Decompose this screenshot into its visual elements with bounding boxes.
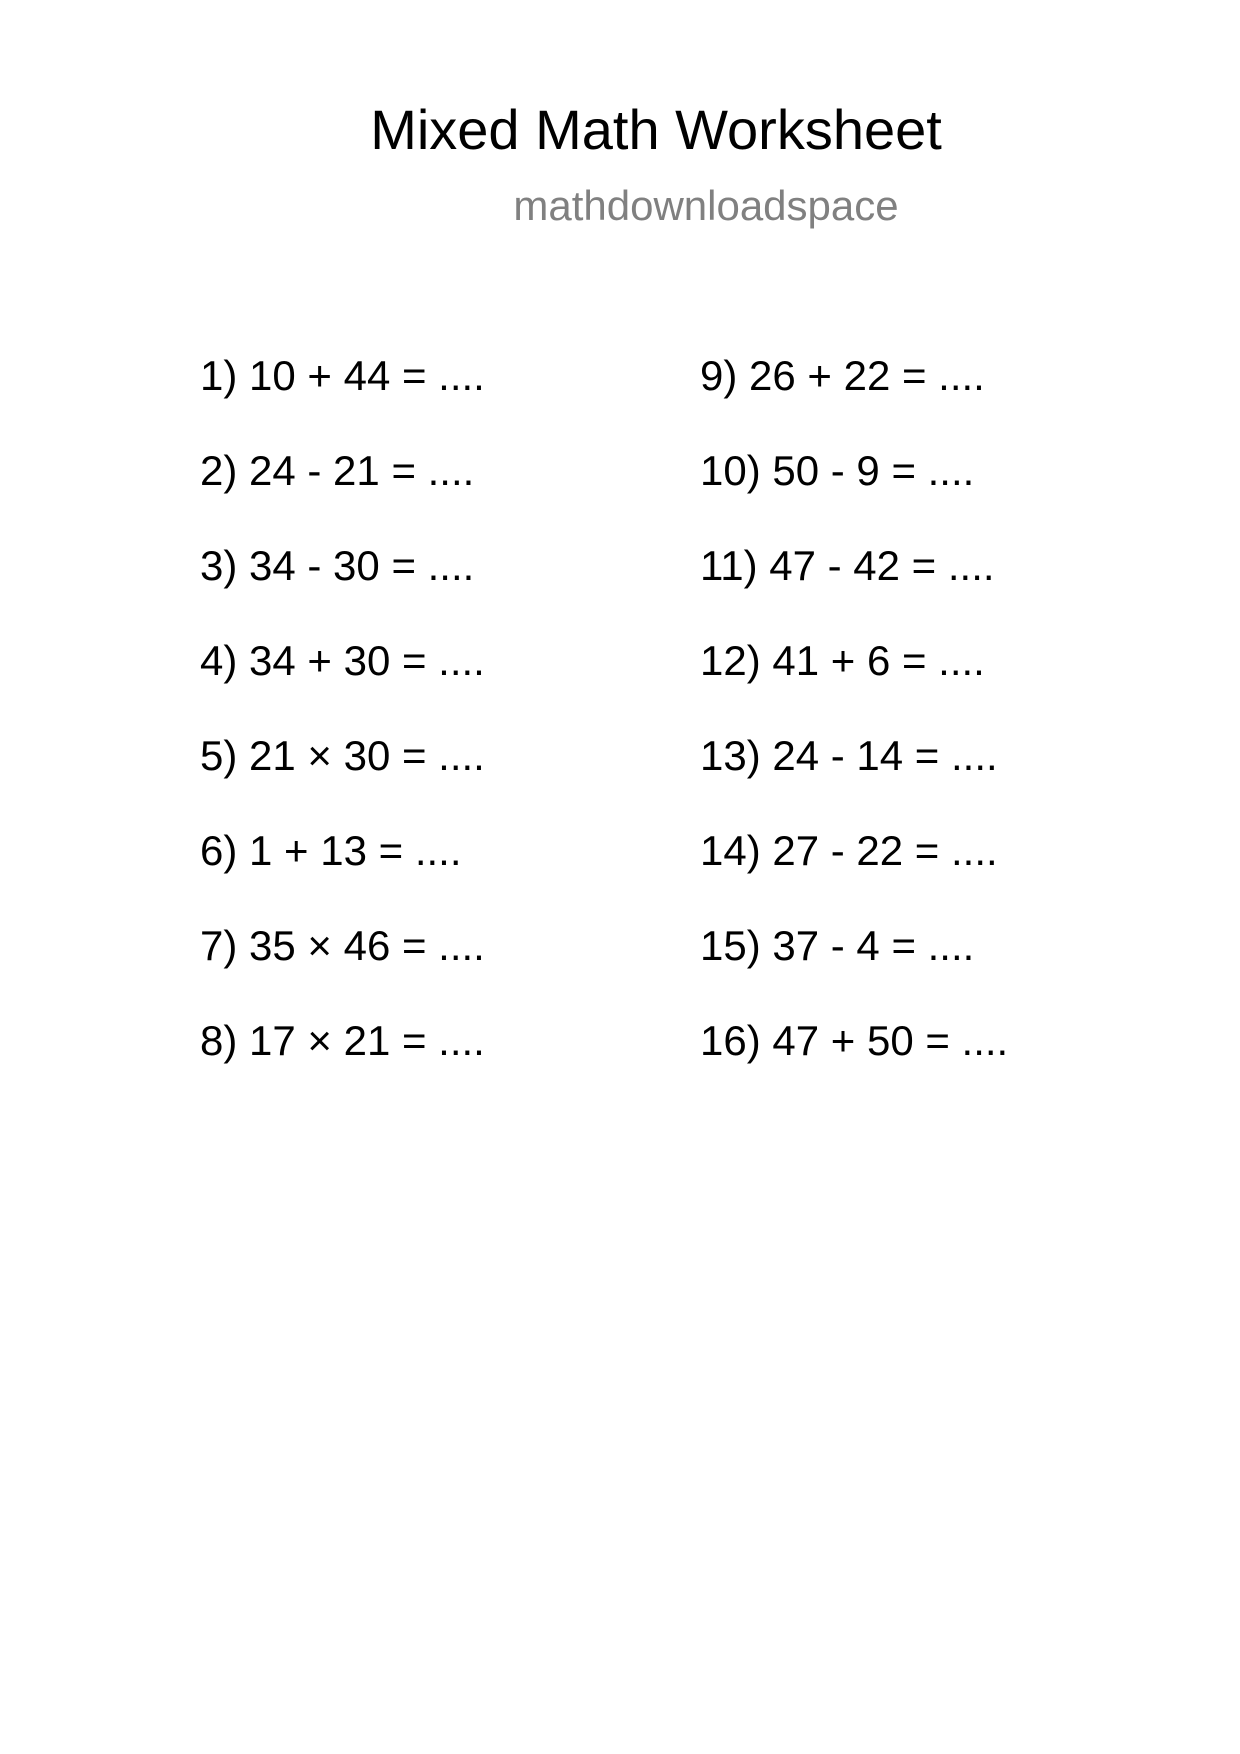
problem-1: 1) 10 + 44 = .... [200, 352, 485, 399]
problem-column-right [700, 352, 1008, 1112]
problem-3: 3) 34 - 30 = .... [200, 542, 475, 589]
worksheet-title: Mixed Math Worksheet [370, 98, 942, 161]
problem-column-left [200, 352, 485, 1112]
problem-2: 2) 24 - 21 = .... [200, 447, 475, 494]
problem-11: 11) 47 - 42 = .... [700, 542, 995, 589]
problem-5: 5) 21 × 30 = .... [200, 732, 485, 779]
problem-7: 7) 35 × 46 = .... [200, 922, 485, 969]
worksheet-subtitle: mathdownloadspace [513, 182, 899, 229]
problem-16: 16) 47 + 50 = .... [700, 1017, 1009, 1064]
problem-4: 4) 34 + 30 = .... [200, 637, 485, 684]
problem-10: 10) 50 - 9 = .... [700, 447, 975, 494]
problem-13: 13) 24 - 14 = .... [700, 732, 998, 779]
problem-15: 15) 37 - 4 = .... [700, 922, 975, 969]
problem-14: 14) 27 - 22 = .... [700, 827, 998, 874]
problem-9: 9) 26 + 22 = .... [700, 352, 985, 399]
problem-8: 8) 17 × 21 = .... [200, 1017, 485, 1064]
problem-6: 6) 1 + 13 = .... [200, 827, 462, 874]
problem-12: 12) 41 + 6 = .... [700, 637, 985, 684]
